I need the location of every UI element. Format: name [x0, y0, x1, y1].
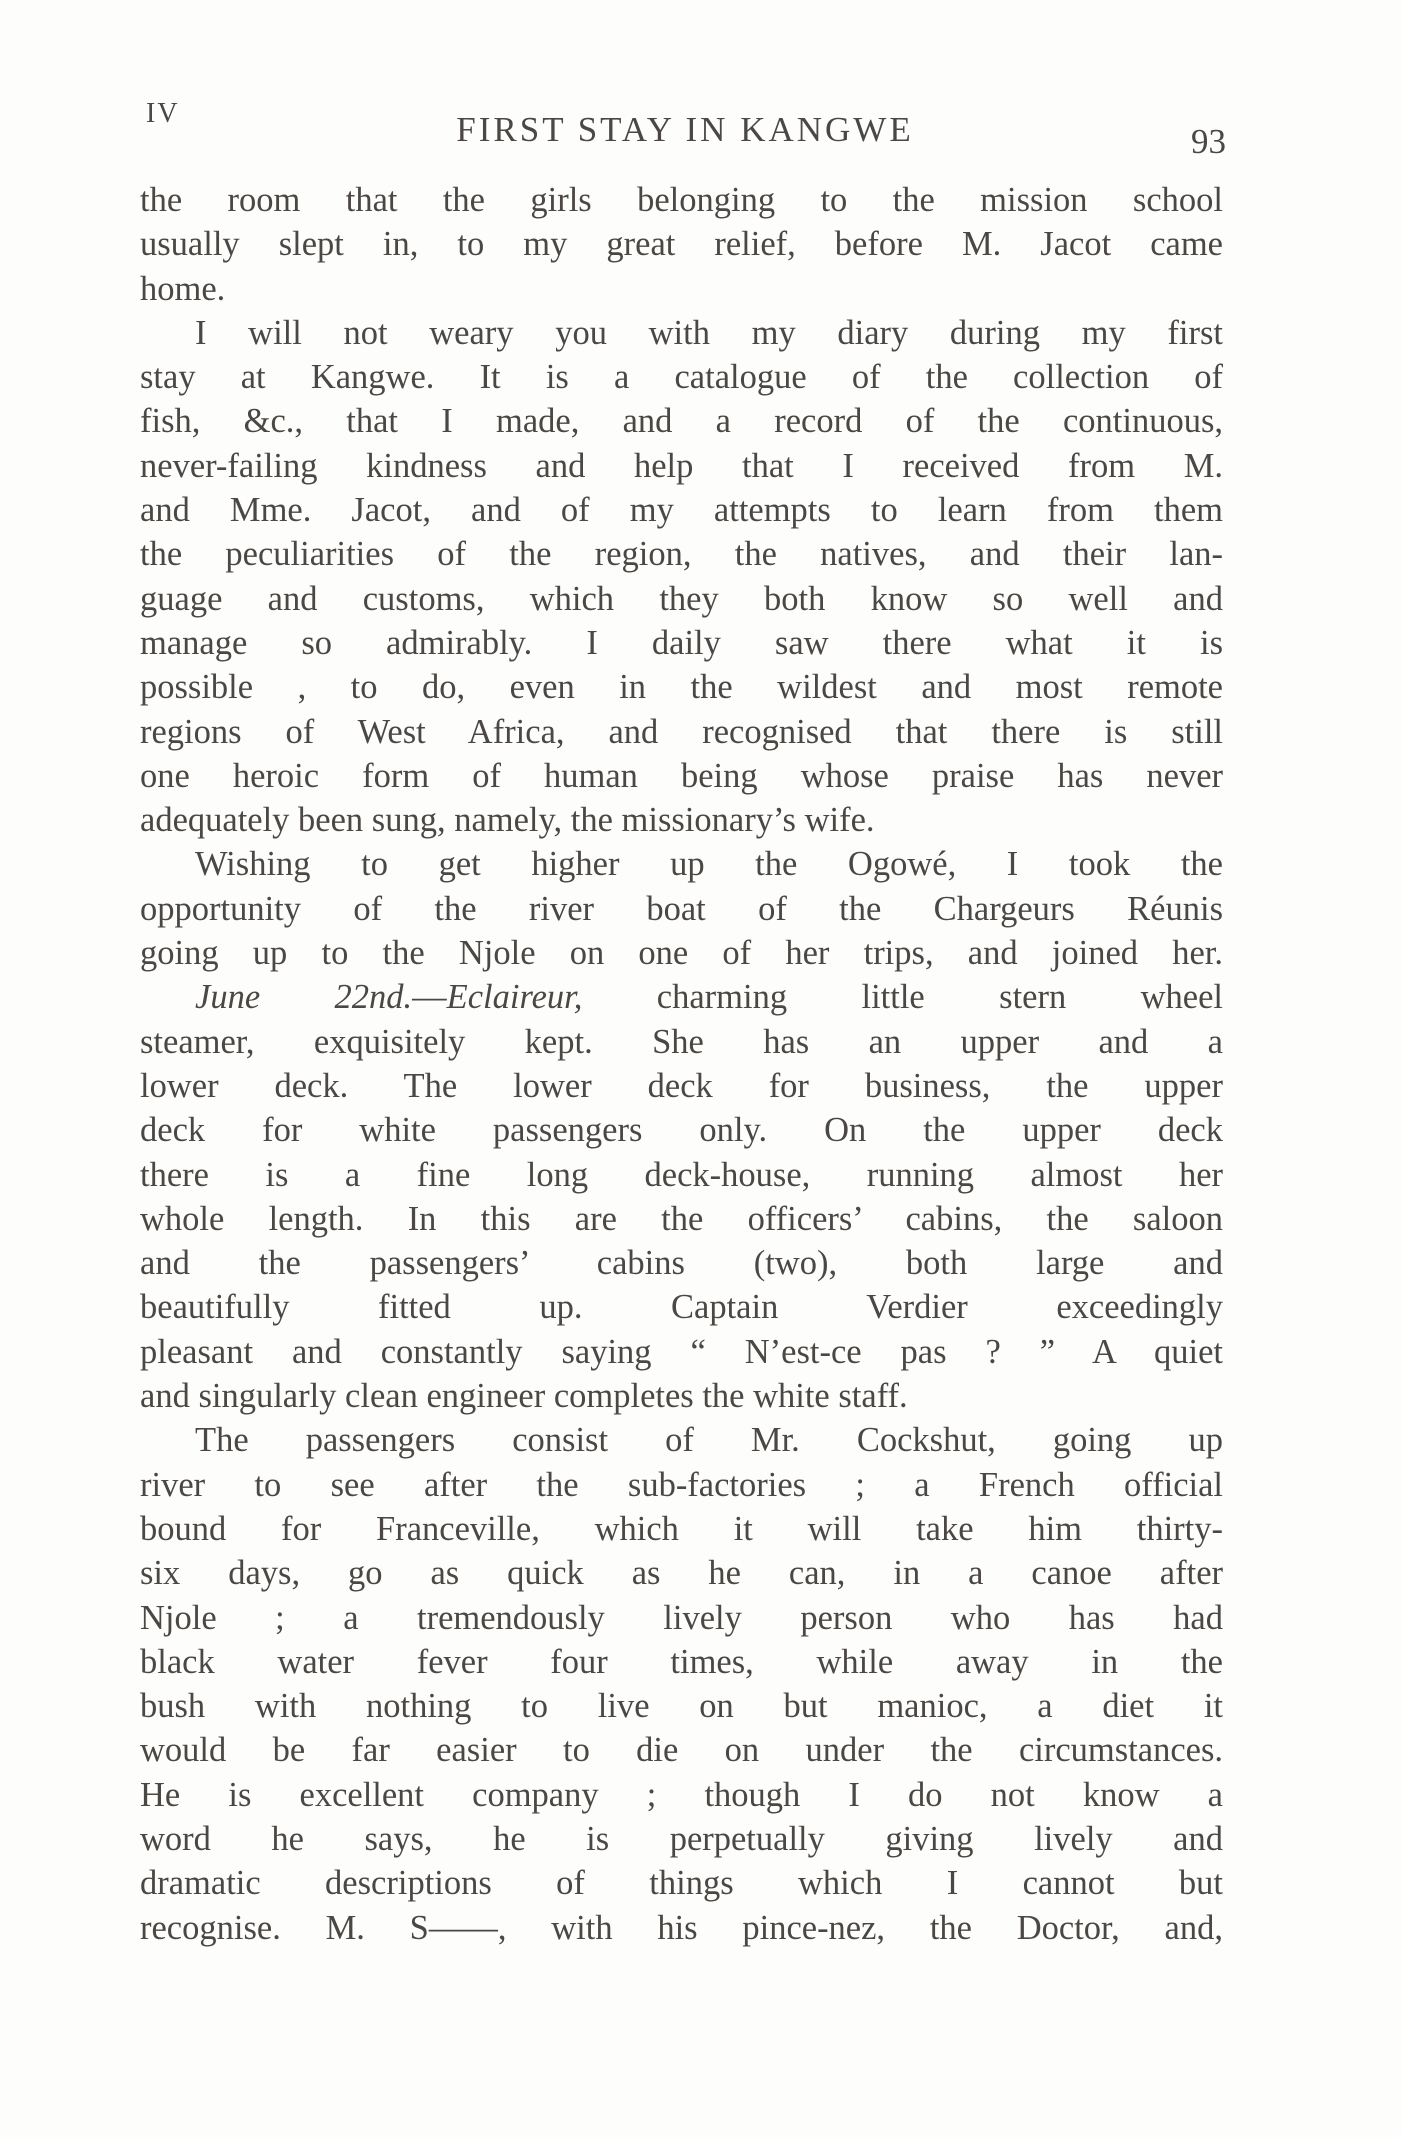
- text-line: home.: [140, 269, 226, 308]
- text-line: and the passengers’ cabins (two), both large and: [140, 1244, 1223, 1283]
- text-line: dramatic descriptions of things which I cannot but: [140, 1864, 1223, 1903]
- text-line: guage and customs, which they both know so well and: [140, 579, 1223, 618]
- text-line: whole length. In this are the officers’ cabins, the saloon: [140, 1199, 1223, 1238]
- text-line: recognise. M. S——, with his pince-nez, the Doctor, and,: [140, 1908, 1223, 1947]
- diary-entry-line: [140, 975, 1223, 1019]
- text-line: opportunity of the river boat of the Chargeurs Réunis: [140, 889, 1223, 928]
- diary-date: June 22nd.: [195, 978, 413, 1017]
- text-line: lower deck. The lower deck for business, the upper: [140, 1066, 1223, 1105]
- text-line: river to see after the sub-factories ; a French official: [140, 1465, 1223, 1504]
- text-line: manage so admirably. I daily saw there what it is: [140, 623, 1223, 662]
- page-header: [140, 98, 1230, 161]
- body-text: [140, 178, 1223, 1950]
- chapter-number: IV: [146, 98, 180, 129]
- text-line: pleasant and constantly saying “ N’est-ce pas ? ” A quiet: [140, 1332, 1223, 1371]
- text-line: He is excellent company ; though I do not know a: [140, 1775, 1223, 1814]
- text-line: one heroic form of human being whose praise has never: [140, 756, 1223, 795]
- text-line: never-failing kindness and help that I received from M.: [140, 446, 1223, 485]
- text-line: would be far easier to die on under the circumstances.: [140, 1731, 1223, 1770]
- running-title: FIRST STAY IN KANGWE: [456, 110, 914, 149]
- text-line: fish, &c., that I made, and a record of the continuous,: [140, 402, 1223, 441]
- text-line: possible , to do, even in the wildest and most remote: [140, 668, 1223, 707]
- text-line: regions of West Africa, and recognised that there is still: [140, 712, 1223, 751]
- text-line: beautifully fitted up. Captain Verdier exceedingly: [140, 1288, 1223, 1327]
- text-line: stay at Kangwe. It is a catalogue of the collection of: [140, 358, 1223, 397]
- text-line: bush with nothing to live on but manioc, a diet it: [140, 1687, 1223, 1726]
- text-line: adequately been sung, namely, the missionary’s wife.: [140, 801, 875, 840]
- text-line: I will not weary you with my diary during my first: [195, 313, 1223, 352]
- page-number: 93: [1191, 122, 1226, 161]
- text-line: The passengers consist of Mr. Cockshut, going up: [195, 1421, 1223, 1460]
- text-line: the peculiarities of the region, the natives, and their lan-: [140, 535, 1223, 574]
- ship-name: Eclaireur,: [446, 978, 583, 1017]
- text-line: six days, go as quick as he can, in a canoe after: [140, 1554, 1223, 1593]
- text-line: Njole ; a tremendously lively person who has had: [140, 1598, 1223, 1637]
- text-line: usually slept in, to my great relief, before M. Jacot came: [140, 225, 1223, 264]
- text-line: bound for Franceville, which it will take him thirty-: [140, 1509, 1223, 1548]
- text-line: deck for white passengers only. On the upper deck: [140, 1111, 1223, 1150]
- text-line: black water fever four times, while away in the: [140, 1642, 1223, 1681]
- text-line: word he says, he is perpetually giving lively and: [140, 1819, 1223, 1858]
- em-dash: —: [412, 978, 447, 1017]
- text-line: and Mme. Jacot, and of my attempts to learn from them: [140, 491, 1223, 530]
- text-line: going up to the Njole on one of her trips, and joined her.: [140, 934, 1223, 973]
- text-line: the room that the girls belonging to the mission school: [140, 181, 1223, 219]
- diary-entry-text: charming little stern wheel: [582, 978, 1223, 1017]
- text-line: and singularly clean engineer completes the white staff.: [140, 1377, 908, 1416]
- text-line: steamer, exquisitely kept. She has an upper and a: [140, 1022, 1223, 1061]
- text-line: Wishing to get higher up the Ogowé, I took the: [195, 845, 1223, 884]
- text-line: there is a fine long deck-house, running almost her: [140, 1155, 1223, 1194]
